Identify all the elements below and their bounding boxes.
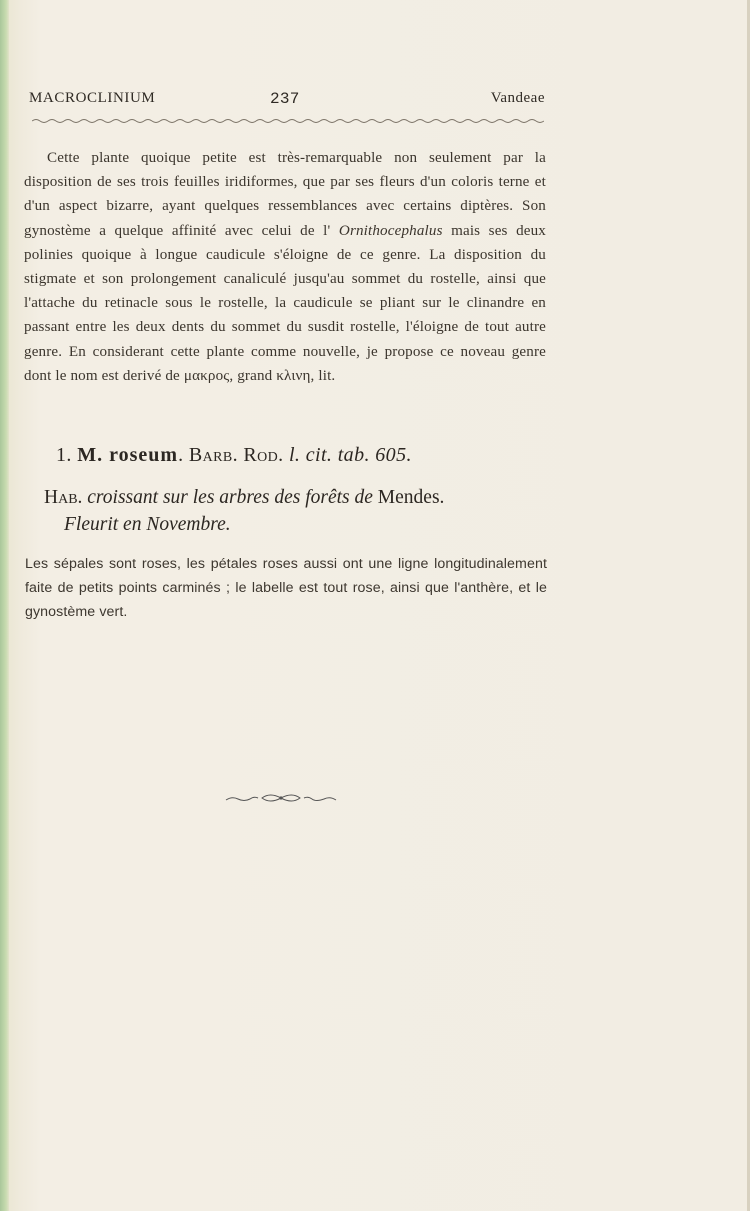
species-author: Barb. Rod.	[188, 444, 284, 466]
habitat-label: Hab.	[44, 487, 83, 508]
habitat-block	[44, 484, 549, 538]
species-description	[25, 552, 547, 624]
species-period: .	[178, 444, 184, 466]
genus-name-italic: Ornithocephalus	[338, 222, 443, 239]
page-number: 237	[270, 90, 300, 108]
flowering-time: Fleurit en Novembre.	[64, 514, 231, 535]
running-header	[29, 90, 545, 112]
ornament-divider	[224, 790, 338, 806]
habitat-place: Mendes.	[377, 487, 445, 508]
header-tribe: Vandeae	[490, 90, 545, 106]
paragraph-part-2: mais ses deux polinies quoique à longue caudicule s'éloigne de ce genre. La disposition du stigmate et son prolongement canaliculé jusqu'au sommet du rostelle, ainsi que l'attache du retinacle sous le rostelle, la caudicule se pliant sur le clinandre en passant entre les deux dents du sommet du susdit rostelle, l'éloigne de tout autre genre. En considerant cette plante comme nouvelle, je propose ce noveau genre dont le nom est derivé de μακρος, grand κλινη, lit.	[24, 222, 547, 384]
species-number: 1.	[56, 444, 72, 466]
paragraph-part-1: Cette plante quoique petite est très-remarquable non seulement par la disposition de ses trois feuilles iridiformes, que par ses fleurs d'un coloris terne et d'un aspect bizarre, ayant quelques ressemblances avec certains diptères. Son gynostème a quelque affinité avec celui de l'	[24, 150, 546, 239]
habitat-text: croissant sur les arbres des forêts de	[87, 487, 373, 508]
species-description-text: Les sépales sont roses, les pétales roses aussi ont une ligne longitudinalement faite de petits points carminés ; le labelle est tout rose, ainsi que l'anthère, et le gynostème vert.	[25, 556, 547, 620]
header-rule	[32, 118, 544, 124]
page-edge-stain	[0, 0, 9, 1211]
genus-description	[24, 146, 546, 388]
species-citation: l. cit. tab. 605.	[288, 444, 412, 466]
species-heading	[56, 444, 546, 467]
header-genus: MACROCLINIUM	[29, 90, 156, 106]
description-paragraph	[24, 146, 546, 388]
species-name: M. roseum	[77, 444, 179, 466]
